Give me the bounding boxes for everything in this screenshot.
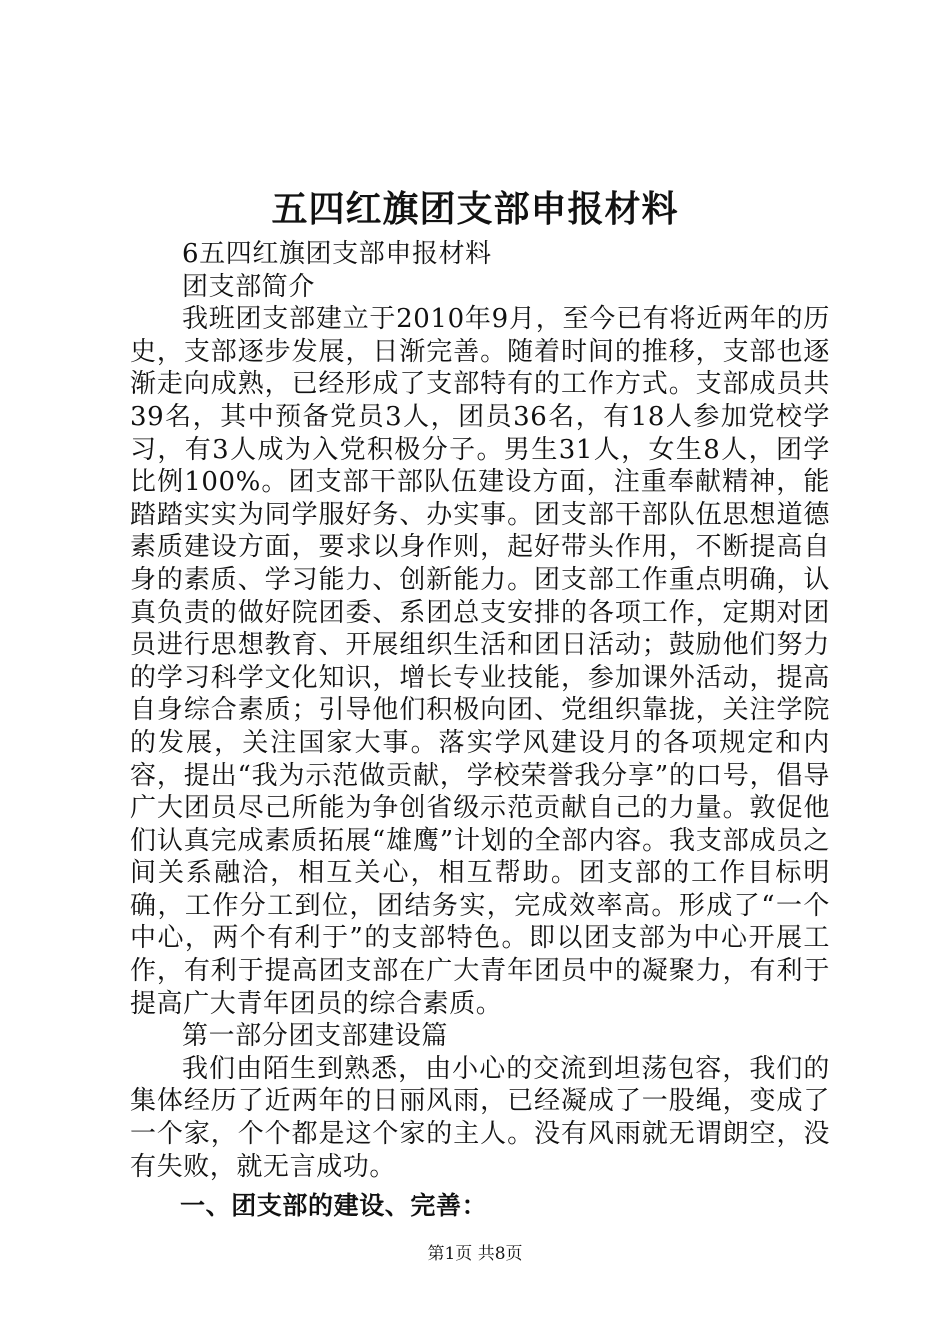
part1-paragraph: 我们由陌生到熟悉，由小心的交流到坦荡包容，我们的集体经历了近两年的日丽风雨，已经凝成了一股绳，变成了一个家，个个都是这个家的主人。没有风雨就无谓朗空，没有失败，就无言成功。: [130, 1053, 830, 1182]
section-heading-1: 一、团支部的建设、完善：: [180, 1191, 488, 1221]
intro-paragraph: 我班团支部建立于2010年9月，至今已有将近两年的历史，支部逐步发展，日渐完善。随着时间的推移，支部也逐渐走向成熟，已经形成了支部特有的工作方式。支部成员共39名，其中预备党员3人，团员36名，有18人参加党校学习，有3人成为入党积极分子。男生31人，女生8人，团学比例100%。团支部干部队伍建设方面，注重奉献精神，能踏踏实实为同学服好务、办实事。团支部干部队伍思想道德素质建设方面，要求以身作则，起好带头作用，不断提高自身的素质、学习能力、创新能力。团支部工作重点明确，认真负责的做好院团委、系团总支安排的各项工作，定期对团员进行思想教育、开展组织生活和团日活动；鼓励他们努力的学习科学文化知识，增长专业技能，参加课外活动，提高自身综合素质；引导他们积极向团、党组织靠拢，关注学院的发展，关注国家大事。落实学风建设月的各项规定和内容，提出“我为示范做贡献，学校荣誉我分享”的口号，倡导广大团员尽己所能为争创省级示范贡献自己的力量。敦促他们认真完成素质拓展“雄鹰”计划的全部内容。我支部成员之间关系融洽，相互关心，相互帮助。团支部的工作目标明确，工作分工到位，团结务实，完成效率高。形成了“一个中心，两个有利于”的支部特色。即以团支部为中心开展工作，有利于提高团支部在广大青年团员中的凝聚力，有利于提高广大青年团员的综合素质。: [130, 304, 830, 1019]
subtitle-line: 6五四红旗团支部申报材料: [182, 239, 492, 269]
page-number-footer: 第1页 共8页: [427, 1244, 523, 1264]
section-intro-label: 团支部简介: [182, 271, 316, 302]
section-part1-label: 第一部分团支部建设篇: [182, 1021, 449, 1052]
document-title: 五四红旗团支部申报材料: [271, 188, 679, 230]
document-body: [130, 238, 830, 1223]
